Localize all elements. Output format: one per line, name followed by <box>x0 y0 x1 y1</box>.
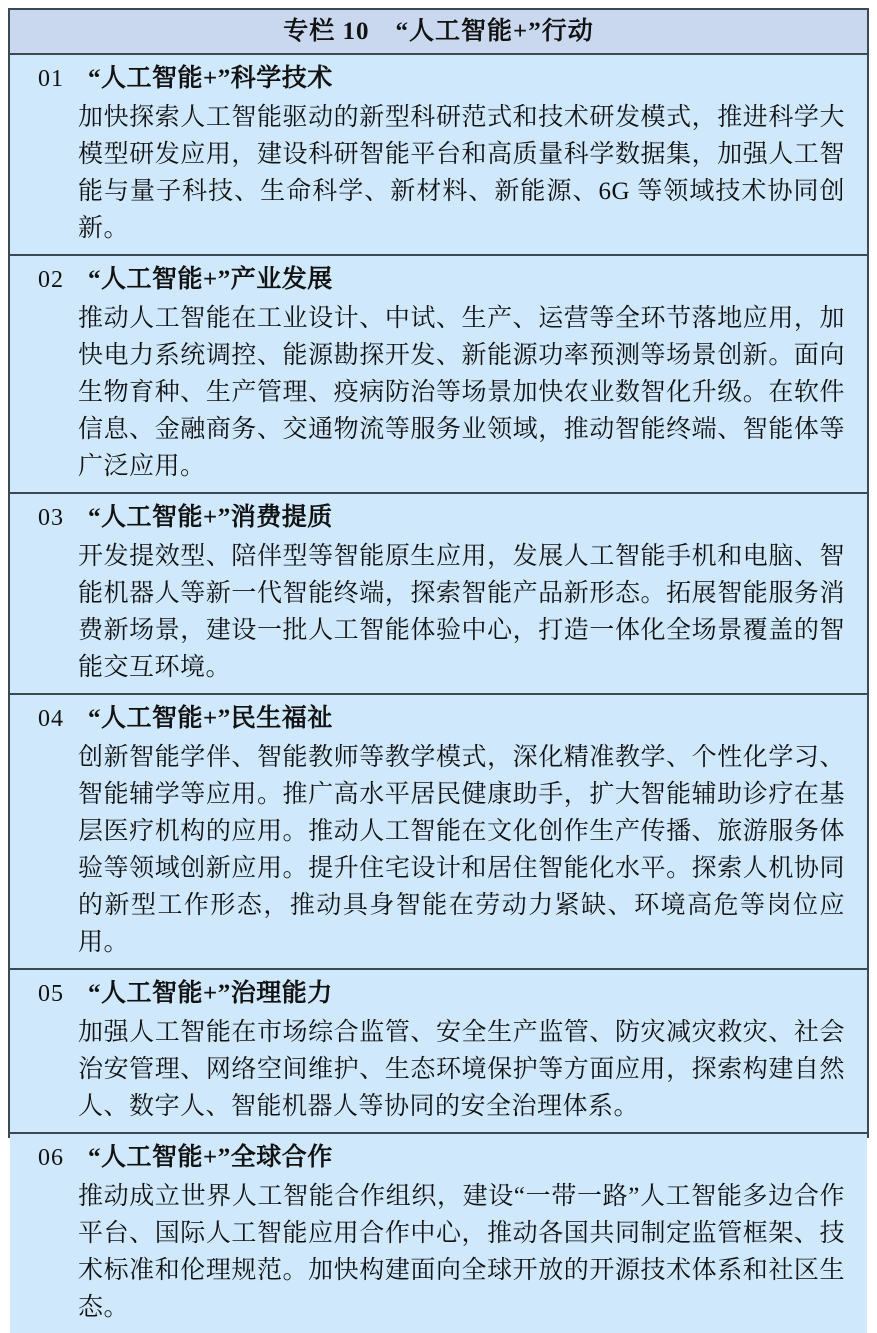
section-heading <box>10 499 867 537</box>
section-row <box>10 254 867 492</box>
section-row <box>10 55 867 254</box>
section-title: “人工智能+”消费提质 <box>88 504 333 531</box>
section-number: 05 <box>38 981 64 1007</box>
section-heading <box>10 60 867 98</box>
section-number: 02 <box>38 267 64 293</box>
section-row <box>10 492 867 693</box>
section-row <box>10 693 867 968</box>
section-title: “人工智能+”科学技术 <box>88 65 333 92</box>
section-body: 开发提效型、陪伴型等智能原生应用，发展人工智能手机和电脑、智能机器人等新一代智能终端，探索智能产品新形态。拓展智能服务消费新场景，建设一批人工智能体验中心，打造一体化全场景覆盖的智能交互环境。 <box>78 543 845 681</box>
section-body: 推动成立世界人工智能合作组织，建设“一带一路”人工智能多边合作平台、国际人工智能应用合作中心，推动各国共同制定监管框架、技术标准和伦理规范。加快构建面向全球开放的开源技术体系和社区生态。 <box>78 1183 845 1321</box>
section-body: 推动人工智能在工业设计、中试、生产、运营等全环节落地应用，加快电力系统调控、能源勘探开发、新能源功率预测等场景创新。面向生物育种、生产管理、疫病防治等场景加快农业数智化升级。在软件信息、金融商务、交通物流等服务业领域，推动智能终端、智能体等广泛应用。 <box>78 305 845 480</box>
section-title: “人工智能+”民生福祉 <box>88 705 333 732</box>
section-title: “人工智能+”全球合作 <box>88 1144 333 1171</box>
column-panel <box>8 8 869 1321</box>
section-number: 03 <box>38 505 64 531</box>
section-heading <box>10 975 867 1013</box>
section-body: 加快探索人工智能驱动的新型科研范式和技术研发模式，推进科学大模型研发应用，建设科研智能平台和高质量科学数据集，加强人工智能与量子科技、生命科学、新材料、新能源、6G 等领域技术协同创新。 <box>78 104 845 242</box>
section-row <box>10 1132 867 1333</box>
section-title: “人工智能+”产业发展 <box>88 266 333 293</box>
section-number: 04 <box>38 706 64 732</box>
section-body: 创新智能学伴、智能教师等教学模式，深化精准教学、个性化学习、智能辅学等应用。推广高水平居民健康助手，扩大智能辅助诊疗在基层医疗机构的应用。推动人工智能在文化创作生产传播、旅游服务体验等领域创新应用。提升住宅设计和居住智能化水平。探索人机协同的新型工作形态，推动具身智能在劳动力紧缺、环境高危等岗位应用。 <box>78 744 845 956</box>
section-number: 01 <box>38 66 64 92</box>
panel-header-title: 专栏 10 “人工智能+”行动 <box>10 10 867 55</box>
section-heading <box>10 1139 867 1177</box>
section-number: 06 <box>38 1145 64 1171</box>
section-heading <box>10 261 867 299</box>
section-title: “人工智能+”治理能力 <box>88 980 333 1007</box>
section-row <box>10 968 867 1132</box>
section-list <box>10 55 867 1333</box>
section-body: 加强人工智能在市场综合监管、安全生产监管、防灾减灾救灾、社会治安管理、网络空间维护、生态环境保护等方面应用，探索构建自然人、数字人、智能机器人等协同的安全治理体系。 <box>78 1019 845 1120</box>
section-heading <box>10 700 867 738</box>
